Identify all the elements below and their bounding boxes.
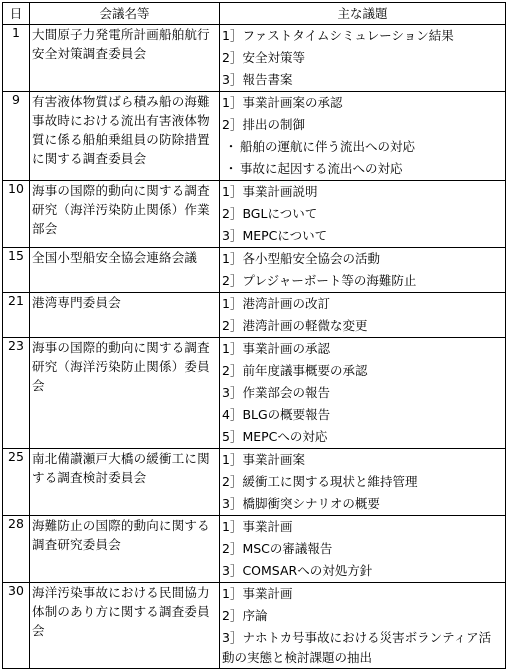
topic-item: 2］序論: [222, 608, 268, 623]
topic-item: 4］BLGの概要報告: [222, 407, 331, 422]
topics-cell: [220, 248, 506, 293]
topics-cell: [220, 449, 506, 516]
header-meeting-name: 会議名等: [30, 3, 220, 25]
topic-item: 3］ナホトカ号事故における災害ボランティア活動の実態と検討課題の抽出: [222, 630, 492, 665]
topic-item: 2］前年度議事概要の承認: [222, 363, 368, 378]
topic-item: 1］ファストタイムシミュレーション結果: [222, 28, 454, 43]
topic-item: 1］事業計画: [222, 519, 293, 534]
topic-item: 2］安全対策等: [222, 50, 305, 65]
topic-subitem: [222, 158, 503, 180]
meeting-schedule-table: [2, 2, 506, 669]
table-row: [3, 293, 506, 338]
meeting-name-cell: 南北備讃瀬戸大橋の緩衝工に関する調査検討委員会: [30, 449, 220, 516]
topic-item: 1］港湾計画の改訂: [222, 296, 330, 311]
topic-item: 2］港湾計画の軽微な変更: [222, 318, 368, 333]
topic-subitem: [222, 136, 503, 158]
meeting-name-cell: 全国小型船安全協会連絡会議: [30, 248, 220, 293]
day-cell: 21: [3, 293, 30, 338]
table-row: [3, 92, 506, 181]
topic-item: 1］事業計画説明: [222, 184, 318, 199]
topic-item: 1］事業計画: [222, 586, 293, 601]
table-row: [3, 248, 506, 293]
meeting-name-cell: 有害液体物質ばら積み船の海難事故時における流出有害液体物質に係る船舶乗組員の防除措置に関する調査委員会: [30, 92, 220, 181]
bullet-mark: ・: [224, 139, 238, 154]
subitem-text: 船舶の運航に伴う流出への対応: [240, 139, 416, 154]
table-row: [3, 583, 506, 669]
topic-item: 1］事業計画の承認: [222, 341, 330, 356]
topic-item: 1］事業計画案の承認: [222, 95, 343, 110]
topic-item: 2］BGLについて: [222, 206, 318, 221]
topic-item: 3］MEPCについて: [222, 228, 328, 243]
day-cell: 30: [3, 583, 30, 669]
table-row: [3, 25, 506, 92]
table-row: [3, 181, 506, 248]
topic-item: 2］緩衝工に関する現状と維持管理: [222, 474, 418, 489]
topic-item: 5］MEPCへの対応: [222, 429, 328, 444]
topic-item: 3］橋脚衝突シナリオの概要: [222, 496, 380, 511]
day-cell: 10: [3, 181, 30, 248]
topic-item: 2］MSCの審議報告: [222, 541, 333, 556]
meeting-name-cell: 大間原子力発電所計画船舶航行安全対策調査委員会: [30, 25, 220, 92]
topic-item: 3］COMSARへの対処方針: [222, 563, 373, 578]
header-day: 日: [3, 3, 30, 25]
meeting-name-cell: 海事の国際的動向に関する調査研究（海洋汚染防止関係）作業部会: [30, 181, 220, 248]
table-row: [3, 338, 506, 449]
topic-item: 3］報告書案: [222, 72, 293, 87]
topics-cell: [220, 92, 506, 181]
topic-item: 2］プレジャーボート等の海難防止: [222, 273, 417, 288]
topic-item: 3］作業部会の報告: [222, 385, 330, 400]
table-row: [3, 516, 506, 583]
meeting-name-cell: 海難防止の国際的動向に関する調査研究委員会: [30, 516, 220, 583]
topic-item: 2］排出の制御: [222, 117, 305, 132]
meeting-name-cell: 海洋汚染事故における民間協力体制のあり方に関する調査委員会: [30, 583, 220, 669]
bullet-mark: ・: [224, 161, 238, 176]
day-cell: 25: [3, 449, 30, 516]
topic-item: 1］各小型船安全協会の活動: [222, 251, 380, 266]
header-topics: 主な議題: [220, 3, 506, 25]
topics-cell: [220, 293, 506, 338]
day-cell: 15: [3, 248, 30, 293]
day-cell: 23: [3, 338, 30, 449]
topic-item: 1］事業計画案: [222, 452, 305, 467]
topics-cell: [220, 181, 506, 248]
subitem-text: 事故に起因する流出への対応: [240, 161, 403, 176]
meeting-name-cell: 港湾専門委員会: [30, 293, 220, 338]
topics-cell: [220, 338, 506, 449]
topics-cell: [220, 516, 506, 583]
table-header-row: [3, 3, 506, 25]
topics-cell: [220, 583, 506, 669]
day-cell: 1: [3, 25, 30, 92]
day-cell: 9: [3, 92, 30, 181]
day-cell: 28: [3, 516, 30, 583]
topics-cell: [220, 25, 506, 92]
table-row: [3, 449, 506, 516]
meeting-name-cell: 海事の国際的動向に関する調査研究（海洋汚染防止関係）委員会: [30, 338, 220, 449]
